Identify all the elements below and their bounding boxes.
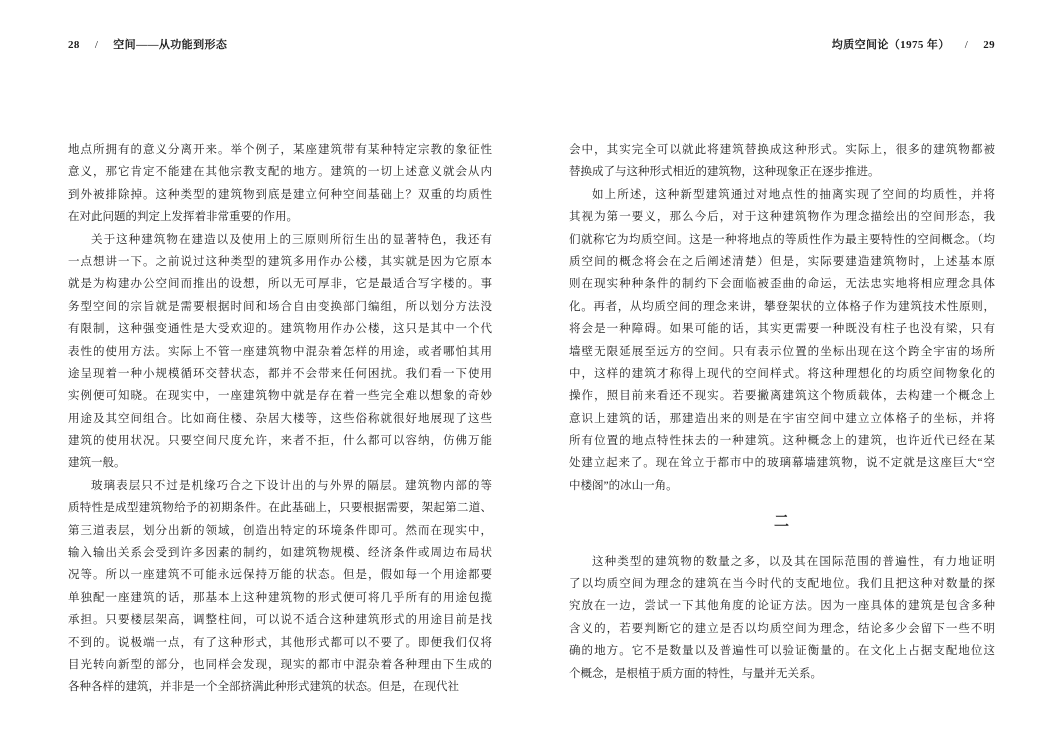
text-line: 目光转向新型的部分，也同样会发现，现实的都市中混杂着各种理由下生成的 xyxy=(68,658,492,671)
left-page-body xyxy=(68,139,492,699)
text-line: 中楼阁”的冰山一角。 xyxy=(569,479,678,492)
text-line: 表性的使用方法。实际上不管一座建筑物中混杂着怎样的用途，或者哪怕其用 xyxy=(68,345,492,358)
right-page xyxy=(569,0,995,750)
text-line: 墙壁无限延展至远方的空间。只有表示位置的坐标出现在这个跨全宇宙的场所 xyxy=(569,345,995,358)
left-page xyxy=(68,0,492,750)
text-line: 究放在一边，尝试一下其他角度的论证方法。因为一座具体的建筑是包含多种 xyxy=(569,600,995,613)
text-line: 就是为构建办公空间而推出的设想，所以无可厚非，它是最适合写字楼的。事 xyxy=(68,278,492,291)
text-line: 不到的。说极端一点，有了这种形式，其他形式都可以不要了。即便我们仅将 xyxy=(68,636,492,649)
left-page-number: 28 xyxy=(68,39,80,51)
header-separator: / xyxy=(964,39,969,51)
text-line: 玻璃表层只不过是机缘巧合之下设计出的与外界的隔层。建筑物内部的等 xyxy=(91,479,492,492)
text-line: 操作，照目前来看还不现实。若要撇离建筑这个物质载体，去构建一个概念上 xyxy=(569,390,995,403)
text-line: 确的地方。它不是数量以及普遍性可以验证衡量的。在文化上占据支配地位这 xyxy=(569,645,995,658)
text-line: 承担。只要楼层架高，调整柱间，可以说不适合这种建筑形式的用途目前是找 xyxy=(68,614,492,627)
right-running-title: 均质空间论（1975 年） xyxy=(831,39,950,51)
text-line: 务型空间的宗旨就是需要根据时间和场合自由变换部门编组，所以划分方法没 xyxy=(68,300,492,313)
text-line: 所有位置的地点特性抹去的一种建筑。这种概念上的建筑，也许近代已经在某 xyxy=(569,435,995,448)
text-line: 个概念，是根植于质方面的特性，与量并无关系。 xyxy=(569,667,822,680)
text-line: 单独配一座建筑的话，那基本上这种建筑物的形式便可将几乎所有的用途包揽 xyxy=(68,591,492,604)
text-line: 质特性是成型建筑物给予的初期条件。在此基础上，只要根据需要，架起第二道、 xyxy=(68,502,492,515)
text-line: 建筑的使用状况。只要空间尺度允许，来者不拒，什么都可以容纳，仿佛万能 xyxy=(68,435,492,448)
text-line: 这种类型的建筑物的数量之多，以及其在国际范围的普遍性，有力地证明 xyxy=(592,555,995,568)
text-line: 各种各样的建筑，并非是一个全部挤满此种形式建筑的状态。但是，在现代社 xyxy=(68,681,459,694)
right-page-number: 29 xyxy=(983,39,995,51)
text-line: 则在现实种种条件的制约下会面临被歪曲的命运，无法忠实地将相应理念具体 xyxy=(569,278,995,291)
text-line: 关于这种建筑物在建造以及使用上的三原则所衍生出的显著特色，我还有 xyxy=(91,233,492,246)
text-line: 实例便可知晓。在现实中，一座建筑物中就是存在着一些完全难以想象的奇妙 xyxy=(68,390,492,403)
text-line: 有限制，这种强变通性是大受欢迎的。建筑物用作办公楼，这只是其中一个代 xyxy=(68,323,492,336)
right-page-body xyxy=(569,139,995,685)
text-line: 输入输出关系会受到许多因素的制约，如建筑物规模、经济条件或周边布局状 xyxy=(68,547,492,560)
right-page-header xyxy=(569,36,995,52)
header-separator: / xyxy=(94,39,99,51)
left-running-title: 空间——从功能到形态 xyxy=(113,39,228,51)
text-line: 意识上建筑的话，那建造出来的则是在宇宙空间中建立立体格子的坐标，并将 xyxy=(569,412,995,425)
text-line: 建筑一般。 xyxy=(68,457,126,470)
section-heading: 二 xyxy=(773,514,790,531)
text-line: 了以均质空间为理念的建筑在当今时代的支配地位。我们且把这种对数量的探 xyxy=(569,578,995,591)
text-line: 意义，那它肯定不能建在其他宗教支配的地方。建筑的一切上述意义就会从内 xyxy=(68,166,492,179)
paragraph xyxy=(569,139,995,184)
paragraph xyxy=(68,475,492,699)
text-line: 将会是一种障碍。如果可能的话，其实更需要一种既没有柱子也没有梁，只有 xyxy=(569,323,995,336)
paragraph xyxy=(569,184,995,497)
text-line: 化。再者，从均质空间的理念来讲，攀登架状的立体格子作为建筑技术性原则， xyxy=(569,300,995,313)
text-line: 处建立起来了。现在耸立于都市中的玻璃幕墙建筑物，说不定就是这座巨大“空 xyxy=(569,457,995,470)
paragraph xyxy=(68,139,492,229)
text-line: 第三道表层，划分出新的领域，创造出特定的环境条件即可。然而在现实中， xyxy=(68,524,492,537)
text-line: 到外被排除掉。这种类型的建筑物到底是建立何种空间基础上？双重的均质性 xyxy=(68,188,492,201)
text-line: 会中，其实完全可以就此将建筑替换成这种形式。实际上，很多的建筑物都被 xyxy=(569,144,995,156)
text-line: 在对此问题的判定上发挥着非常重要的作用。 xyxy=(68,211,298,224)
text-line: 途呈现着一种小规模循环交替状态，都并不会带来任何困扰。我们看一下使用 xyxy=(68,367,492,380)
text-line: 如上所述，这种新型建筑通过对地点性的抽离实现了空间的均质性，并将 xyxy=(592,188,995,201)
text-line: 们就称它为均质空间。这是一种将地点的等质性作为最主要特性的空间概念。（均 xyxy=(569,233,995,246)
left-page-header xyxy=(68,36,492,52)
text-line: 其视为第一要义，那么今后，对于这种建筑物作为理念描绘出的空间形态，我 xyxy=(569,211,995,224)
text-line: 一点想讲一下。之前说过这种类型的建筑多用作办公楼，其实就是因为它原本 xyxy=(68,255,492,268)
text-line: 质空间的概念将会在之后阐述清楚）但是，实际要建造建筑物时，上述基本原 xyxy=(569,255,995,268)
text-line: 用途及其空间组合。比如商住楼、杂居大楼等，这些俗称就很好地展现了这些 xyxy=(68,412,492,425)
paragraph xyxy=(569,551,995,685)
paragraph xyxy=(68,229,492,475)
text-line: 替换成了与这种形式相近的建筑物，这种现象正在逐步推进。 xyxy=(569,166,880,179)
text-line: 地点所拥有的意义分离开来。举个例子，某座建筑带有某种特定宗教的象征性 xyxy=(68,144,492,156)
text-line: 含义的，若要判断它的建立是否以均质空间为理念，结论多少会留下一些不明 xyxy=(569,622,995,635)
text-line: 况等。所以一座建筑不可能永远保持万能的状态。但是，假如每一个用途都要 xyxy=(68,569,492,582)
text-line: 中，这样的建筑才称得上现代的空间样式。将这种理想化的均质空间物象化的 xyxy=(569,367,995,380)
